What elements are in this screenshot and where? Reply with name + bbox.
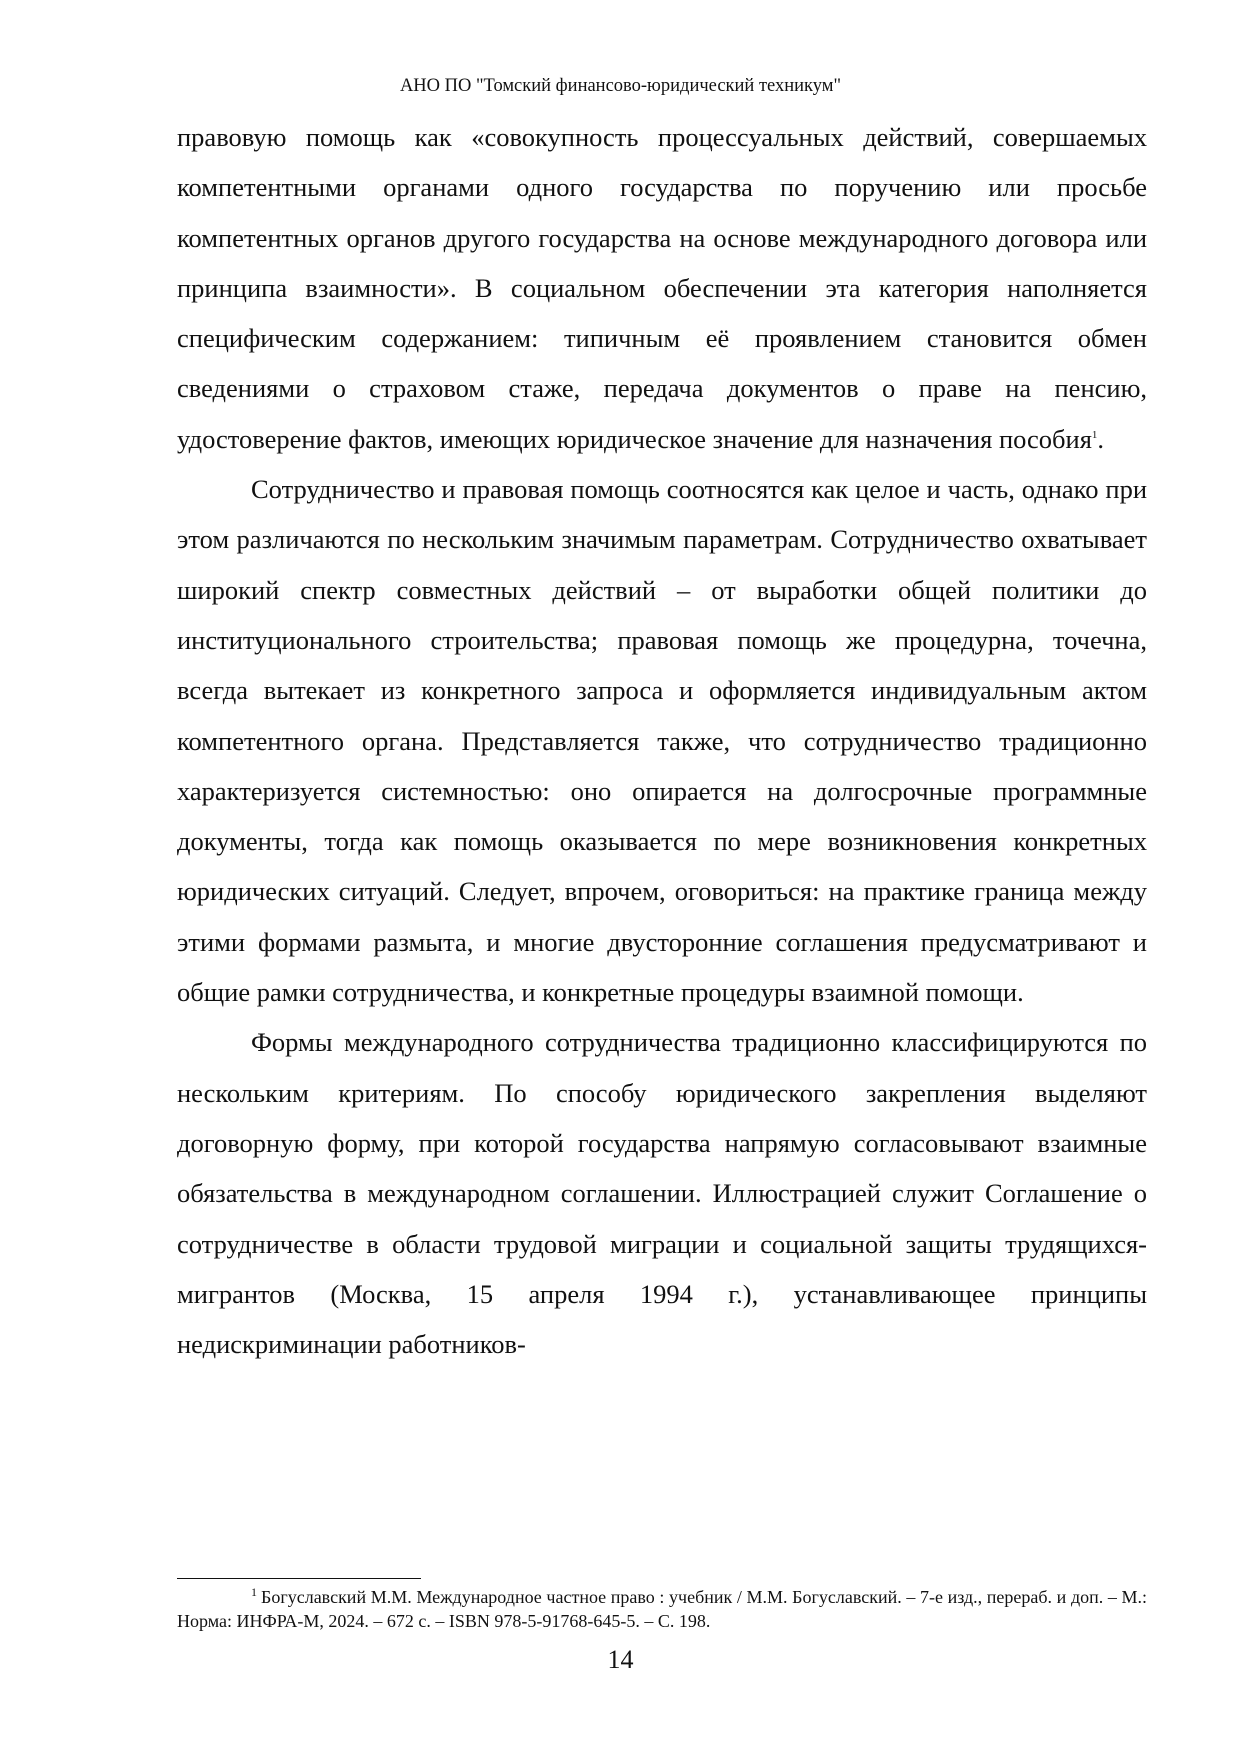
footnote-separator [177,1578,421,1579]
paragraph-tail: . [1097,423,1105,454]
page-number: 14 [607,1645,634,1674]
footnote [177,1585,1147,1633]
running-header: АНО ПО "Томский финансово-юридический техникум" [399,76,842,96]
paragraph: Формы международного сотрудничества традиционно классифицируются по нескольким критериям. По способу юридического закрепления выделяют договорную форму, при которой государства напрямую согласовывают взаимные обязательства в международном соглашении. Иллюстрацией служит Соглашение о сотрудничестве в области трудовой миграции и социальной защиты трудящихся-мигрантов (Москва, 15 апреля 1994 г.), устанавливающее принципы недискриминации работников- [177,1027,1147,1360]
footnote-reference[interactable]: 1 [1091,428,1098,441]
paragraph-continuation [177,112,1147,464]
footnote-text: Богуславский М.М. Международное частное право : учебник / М.М. Богуславский. – 7-е изд., перераб. и доп. – М.: Норма: ИНФРА-М, 2024. – 672 с. – ISBN 978-5-91768-645-5. – С. 198. [177,1587,1147,1631]
body-text [177,112,1147,1369]
paragraph-text: правовую помощь как «совокупность процессуальных действий, совершаемых компетентными органами одного государства по поручению или просьбе компетентных органов другого государства на основе международного договора или принципа взаимности». В социальном обеспечении эта категория наполняется специфическим содержанием: типичным её проявлением становится обмен сведениями о страховом стаже, передача документов о праве на пенсию, удостоверение фактов, имеющих юридическое значение для назначения пособия [177,122,1147,454]
paragraph: Сотрудничество и правовая помощь соотносятся как целое и часть, однако при этом различаются по нескольким значимым параметрам. Сотрудничество охватывает широкий спектр совместных действий – от выработки общей политики до институционального строительства; правовая помощь же процедурна, точечна, всегда вытекает из конкретного запроса и оформляется индивидуальным актом компетентного органа. Представляется также, что сотрудничество традиционно характеризуется системностью: оно опирается на долгосрочные программные документы, тогда как помощь оказывается по мере возникновения конкретных юридических ситуаций. Следует, впрочем, оговориться: на практике граница между этими формами размыта, и многие двусторонние соглашения предусматривают и общие рамки сотрудничества, и конкретные процедуры взаимной помощи. [177,474,1147,1008]
footnote-number: 1 [251,1585,257,1599]
